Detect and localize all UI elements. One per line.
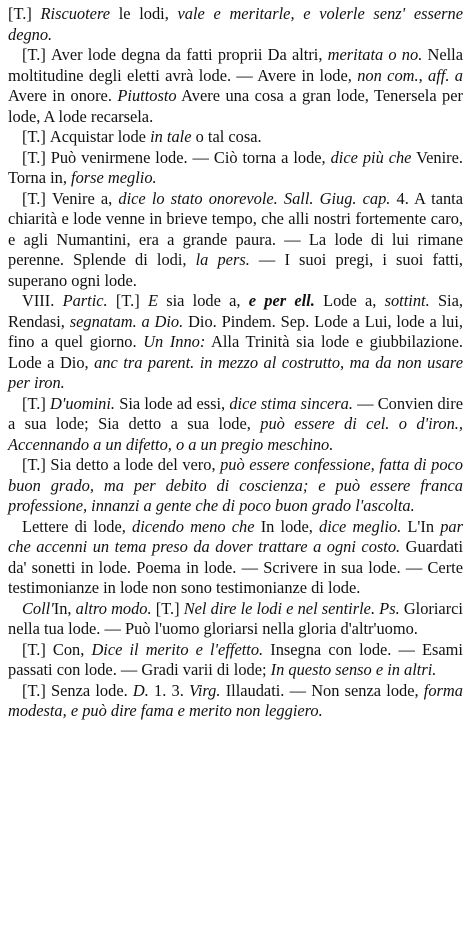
text-run: D'uomini. — [50, 393, 115, 413]
source-tag: [T.] — [22, 639, 53, 659]
text-run: D. — [132, 680, 149, 700]
entry-paragraph — [8, 599, 463, 640]
text-run: in tale — [150, 127, 192, 146]
text-run: a — [454, 65, 463, 85]
text-run: Senza lode. — [51, 680, 133, 700]
entry-paragraph — [8, 394, 463, 456]
entry-paragraph — [8, 291, 463, 394]
entry-paragraph — [8, 455, 463, 517]
entry-paragraph — [8, 4, 463, 45]
text-run: Può venirmene lode. — Ciò torna a lode, — [50, 147, 331, 167]
text-run: Riscuotere — [40, 4, 110, 23]
source-tag: [T.] — [22, 45, 52, 64]
text-run: meritata o no. — [327, 45, 423, 64]
text-run: Partic. — [62, 291, 108, 310]
entry-paragraph — [8, 127, 463, 148]
entry-paragraph — [8, 189, 463, 292]
entry-paragraph — [8, 45, 463, 127]
text-run: Sia, Rendasi, — [8, 291, 463, 331]
text-run: Dice il merito e l'effetto. — [91, 639, 264, 659]
text-run: le lodi, — [110, 4, 178, 23]
text-run: In lode, — [254, 516, 320, 536]
text-run: Lode a, — [314, 291, 385, 310]
entry-paragraph — [8, 148, 463, 189]
text-run: Nel dire le lodi e nel sentirle. Ps. — [183, 598, 400, 618]
text-run: Venire a, — [51, 188, 119, 208]
text-run: Avere in onore. — [8, 86, 118, 105]
text-run: In, — [53, 598, 76, 618]
text-run: — I suoi pregi, i suoi fatti, superano ogni lode. — [8, 250, 463, 290]
text-run: dice lo stato onorevole. Sall. Giug. cap. — [118, 188, 391, 208]
text-run: dice più che — [330, 147, 412, 167]
text-run: E — [147, 291, 158, 310]
text-run — [108, 291, 116, 310]
text-run: Coll' — [22, 598, 54, 618]
text-run: sottint. — [384, 291, 430, 310]
text-run: vale e meritarle, e volerle senz' esserne degno. — [8, 4, 463, 44]
source-tag: [T.] — [22, 188, 52, 208]
source-tag: [T.] — [8, 4, 41, 23]
text-run: può essere di cel. o d'iron., Accennando a un difetto, o a un pregio meschino. — [8, 414, 463, 454]
text-run: può essere confessione, fatta di poco buon grado, ma per debito di coscienza; e può essere franca professione, innanzi a gente che di poco buon grado l'ascolta. — [8, 455, 463, 515]
text-run: 1. 3. — [148, 680, 190, 700]
text-run: dicendo meno che — [132, 516, 255, 536]
text-run: Aver lode degna da fatti proprii Da altri, — [51, 45, 328, 64]
text-run: Gloriarci nella tua lode. — Può l'uomo gloriarsi nella gloria d'altr'uomo. — [8, 598, 463, 638]
text-run: dice stima sincera. — [229, 393, 353, 413]
text-run: altro modo. — [75, 598, 152, 618]
text-run: 4. A tanta chiarità e lode venne in brieve tempo, che alli nostri fortemente caro, e agli Numantini, era a grande paura. — La lode di lui rimane perenne. Splende di lodi, — [8, 188, 463, 269]
text-run: In questo senso e in altri. — [270, 660, 437, 679]
text-run: Sia detto a lode del vero, — [50, 455, 221, 474]
text-run: Virg. — [189, 680, 221, 700]
text-run: Guardati da' sonetti in lode. Poema in lode. — Scrivere in sua lode. — Certe testimonianze in lode non sono testimonianze di lode. — [8, 537, 463, 597]
source-tag: [T.] — [22, 455, 51, 474]
text-run: o tal cosa. — [191, 127, 262, 146]
entry-paragraph — [8, 681, 463, 722]
source-tag: [T.] — [155, 598, 184, 618]
text-run: Illaudati. — Non senza lode, — [220, 680, 424, 700]
text-run: forse meglio. — [71, 168, 157, 187]
text-run: Con, — [52, 639, 92, 659]
text-run: forma modesta, e può dire fama e merito non leggiero. — [8, 680, 463, 720]
text-run: non com., aff. — [357, 65, 450, 85]
text-run: segnatam. a Dio. — [69, 311, 184, 331]
text-run: Piuttosto — [117, 86, 177, 105]
text-run: Un Inno: — [143, 332, 206, 351]
source-tag: [T.] — [115, 291, 148, 310]
text-run: VIII. — [22, 291, 63, 310]
text-run: sia lode a, — [157, 291, 249, 310]
text-run: Alla Trinità sia lode e giubbilazione. Lode a Dio, — [8, 332, 463, 372]
text-run: dice meglio. — [319, 516, 402, 536]
text-run: Avere una cosa a gran lode, Tenersela per lode, A lode recarsela. — [8, 86, 463, 126]
entry-paragraph — [8, 517, 463, 599]
text-run: la pers. — [195, 250, 250, 269]
text-run: par che accenni un tema preso da dover trattare a ogni costo. — [8, 516, 463, 556]
source-tag: [T.] — [22, 680, 52, 700]
source-tag: [T.] — [22, 127, 50, 146]
text-run: Lettere di lode, — [22, 516, 133, 536]
text-run: Acquistar lode — [49, 127, 151, 146]
text-run: Nella moltitudine degli eletti avrà lode. — Avere in lode, — [8, 45, 463, 85]
text-run: anc tra parent. in mezzo al costrutto, ma da non usare per iron. — [8, 352, 463, 392]
text-run: — Convien dire a sua lode; Sia detto a sua lode, — [8, 393, 463, 433]
text-run: Sia lode ad essi, — [115, 393, 230, 413]
text-run: Insegna con lode. — Esami passati con lode. — Gradi varii di lode; — [8, 639, 463, 679]
text-run: e per ell. — [248, 291, 315, 310]
text-run: Venire. Torna in, — [8, 147, 463, 187]
text-run: Dio. Pindem. Sep. Lode a Lui, lode a lui, fino a quel giorno. — [8, 311, 464, 351]
entry-paragraph — [8, 640, 463, 681]
text-run: L'In — [401, 516, 441, 536]
source-tag: [T.] — [22, 147, 51, 167]
source-tag: [T.] — [22, 393, 51, 413]
